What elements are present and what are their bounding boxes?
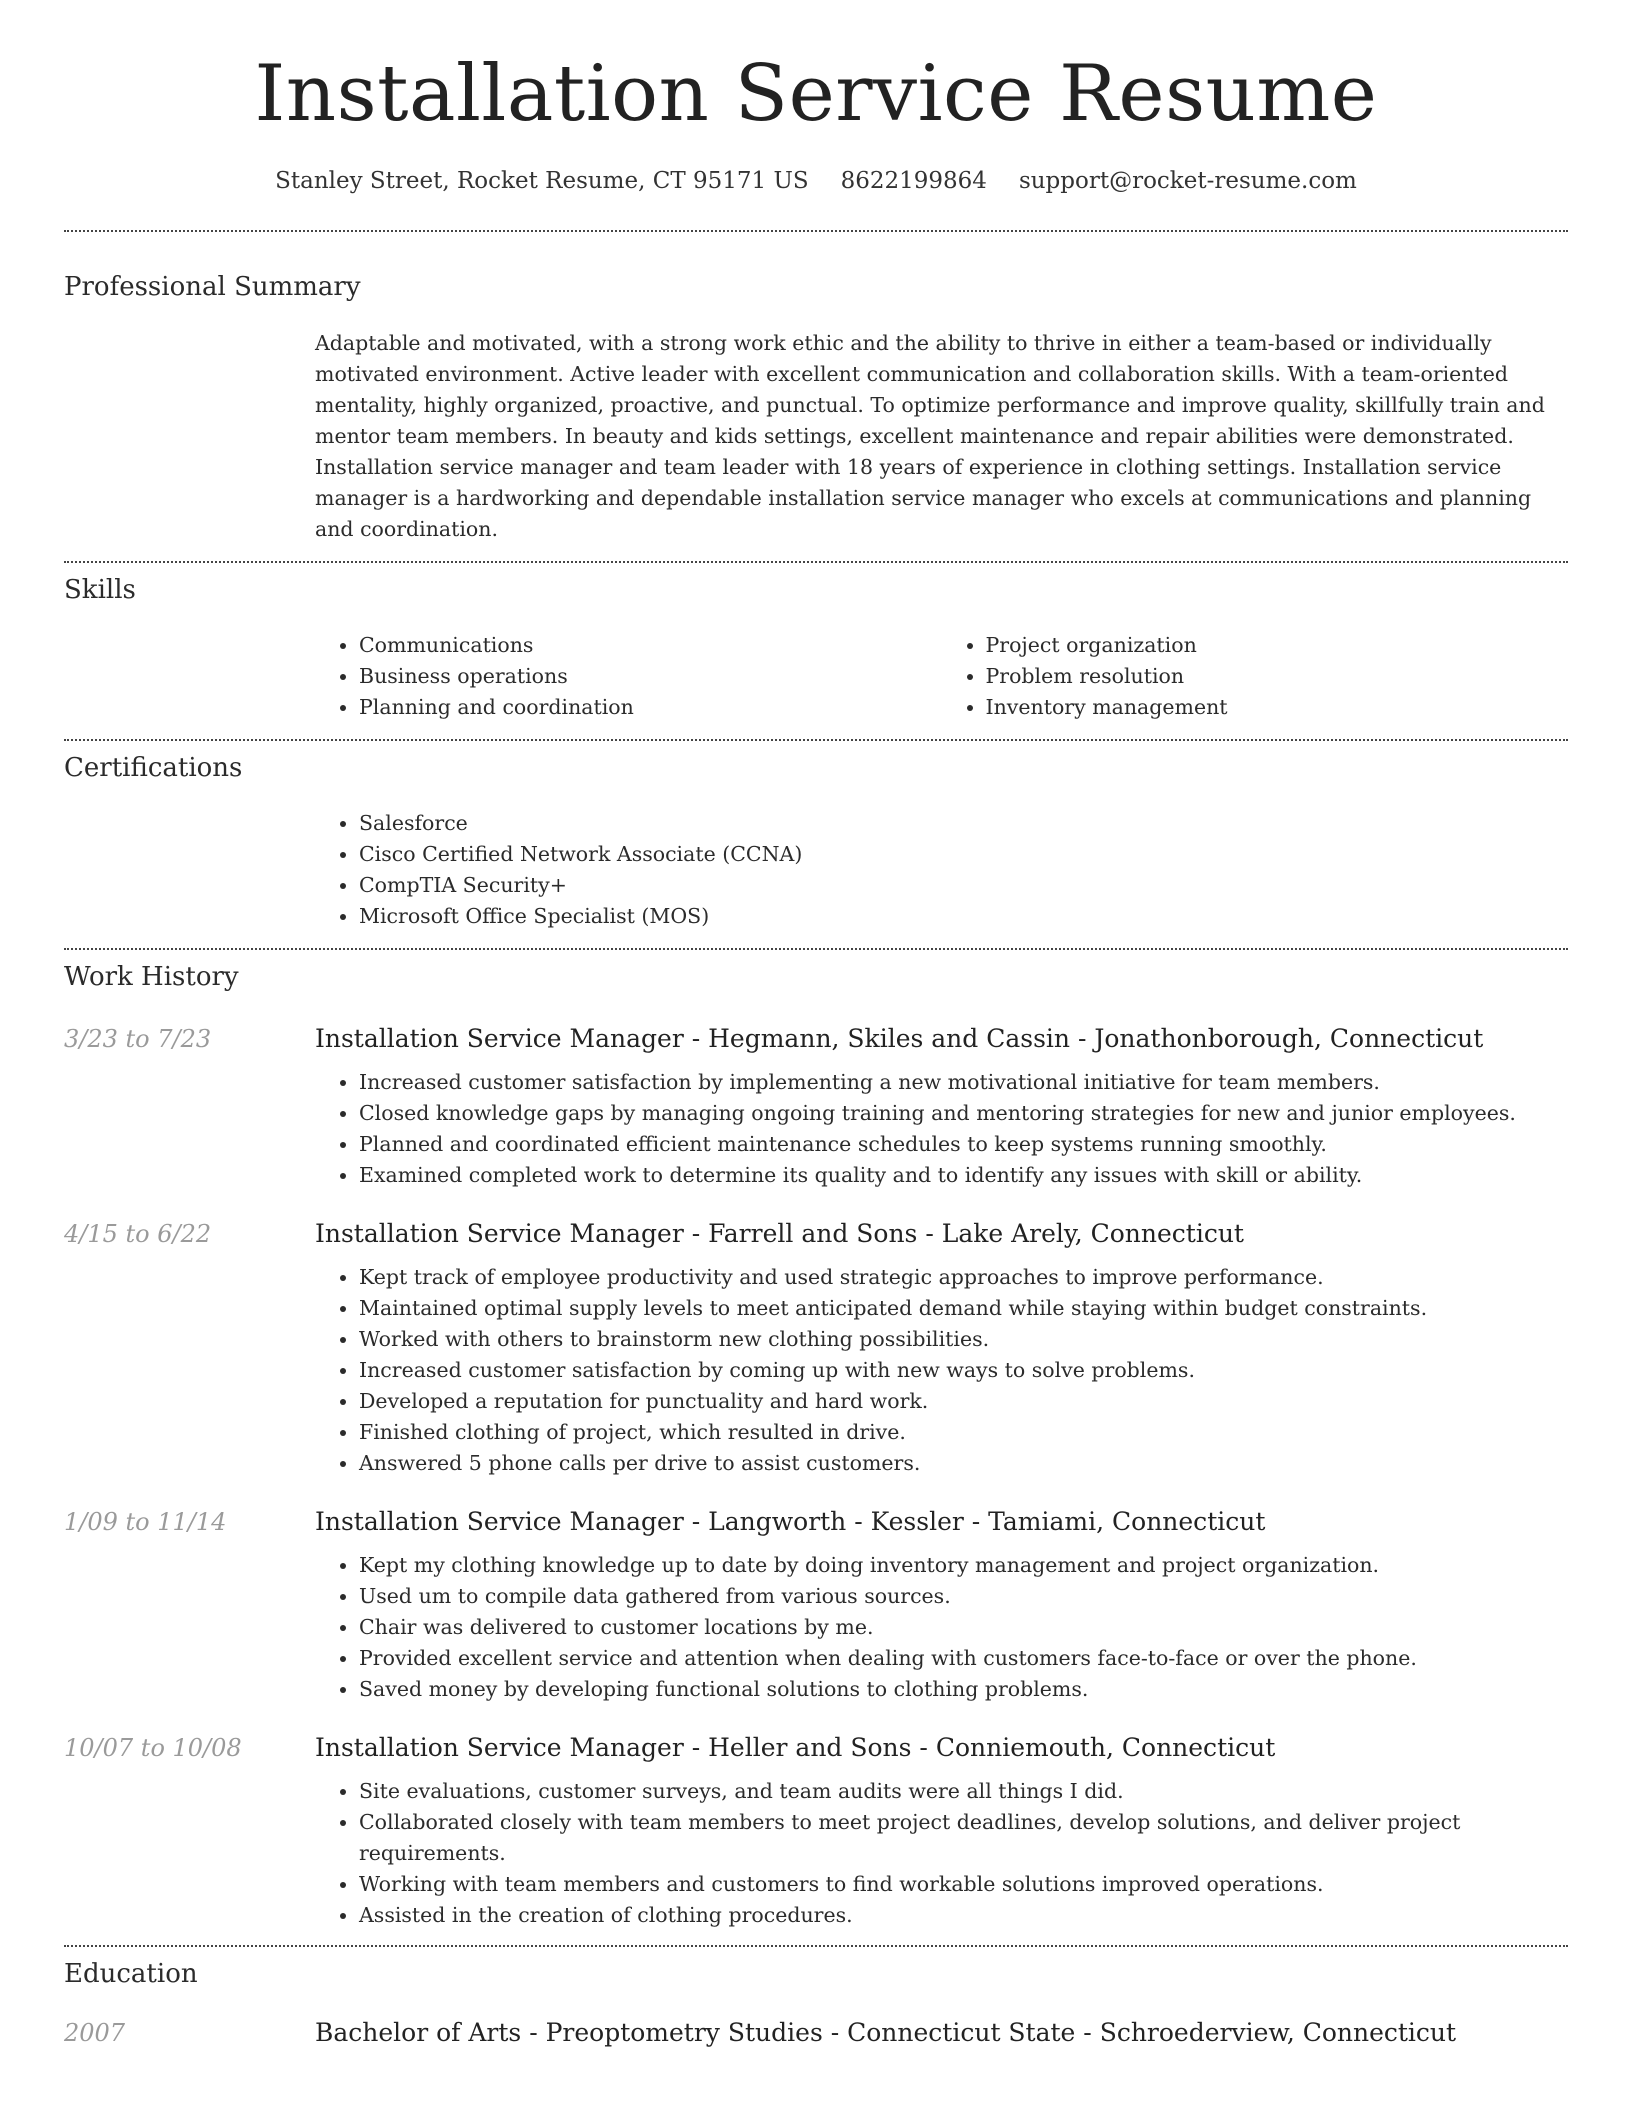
- job-entry: [64, 1733, 1568, 1931]
- job-header: [64, 1219, 1568, 1248]
- job-bullet: • Finished clothing of project, which resulted in drive.: [359, 1417, 1568, 1448]
- contact-email: support@rocket-resume.com: [1018, 167, 1357, 194]
- skill-item: • Project organization: [986, 630, 1569, 661]
- section-heading-skills: Skills: [64, 574, 136, 605]
- certifications-content: [315, 808, 1568, 948]
- job-title: Installation Service Manager - Hegmann, Skiles and Cassin - Jonathonborough, Connecticut: [315, 1023, 1484, 1053]
- contact-address: Stanley Street, Rocket Resume, CT 95171 US: [275, 167, 809, 194]
- section-heading-education: Education: [64, 1958, 198, 1989]
- job-bullet: • Planned and coordinated efficient maintenance schedules to keep systems running smoothly.: [359, 1129, 1568, 1160]
- job-title: Installation Service Manager - Heller and Sons - Conniemouth, Connecticut: [315, 1732, 1276, 1762]
- job-bullet: • Provided excellent service and attention when dealing with customers face-to-face or over the phone.: [359, 1643, 1568, 1674]
- job-bullets: [315, 1776, 1568, 1931]
- job-title: Installation Service Manager - Farrell and Sons - Lake Arely, Connecticut: [315, 1218, 1244, 1248]
- section-heading-certifications: Certifications: [64, 753, 243, 784]
- certification-item: • Microsoft Office Specialist (MOS): [359, 901, 1568, 932]
- summary-text: Adaptable and motivated, with a strong work ethic and the ability to thrive in either a team-based or individually motivated environment. Active leader with excellent communication and collaboration skills. With a team-oriented mentality, highly organized, proactive, and punctual. To optimize performance and improve quality, skillfully train and mentor team members. In beauty and kids settings, excellent maintenance and repair abilities were demonstrated. Installation service manager and team leader with 18 years of experience in clothing settings. Installation service manager is a hardworking and dependable installation service manager who excels at communications and planning and coordination.: [315, 330, 1545, 541]
- job-bullet: • Examined completed work to determine its quality and to identify any issues with skill or ability.: [359, 1160, 1568, 1191]
- skill-item: • Planning and coordination: [359, 692, 942, 723]
- job-title: Installation Service Manager - Langworth - Kessler - Tamiami, Connecticut: [315, 1506, 1266, 1536]
- certification-item: • Cisco Certified Network Associate (CCNA): [359, 839, 1568, 870]
- job-dates: 1/09 to 11/14: [64, 1507, 227, 1536]
- job-bullets: [315, 1262, 1568, 1479]
- education-entry: [64, 2018, 1568, 2047]
- job-bullet: • Answered 5 phone calls per drive to assist customers.: [359, 1448, 1568, 1479]
- job-header: [64, 1733, 1568, 1762]
- job-dates: 4/15 to 6/22: [64, 1219, 212, 1248]
- job-bullet: • Increased customer satisfaction by implementing a new motivational initiative for team members.: [359, 1067, 1568, 1098]
- skills-list-right: [942, 630, 1569, 723]
- skill-item: • Problem resolution: [986, 661, 1569, 692]
- certification-item: • Salesforce: [359, 808, 1568, 839]
- job-bullet: • Chair was delivered to customer locations by me.: [359, 1612, 1568, 1643]
- job-bullet: • Used um to compile data gathered from various sources.: [359, 1581, 1568, 1612]
- skill-item: • Communications: [359, 630, 942, 661]
- contact-phone: 8622199864: [840, 167, 987, 194]
- job-bullet: • Kept track of employee productivity and used strategic approaches to improve performance.: [359, 1262, 1568, 1293]
- skill-item: • Business operations: [359, 661, 942, 692]
- job-bullet: • Closed knowledge gaps by managing ongoing training and mentoring strategies for new and junior employees.: [359, 1098, 1568, 1129]
- job-bullet: • Saved money by developing functional solutions to clothing problems.: [359, 1674, 1568, 1705]
- job-bullet: • Increased customer satisfaction by coming up with new ways to solve problems.: [359, 1355, 1568, 1386]
- job-header: [64, 1024, 1568, 1053]
- job-dates: 10/07 to 10/08: [64, 1733, 242, 1762]
- education-title: Bachelor of Arts - Preoptometry Studies - Connecticut State - Schroederview, Connecticut: [315, 2017, 1457, 2047]
- job-bullet: • Collaborated closely with team members to meet project deadlines, develop solutions, and deliver project requirements.: [359, 1807, 1568, 1869]
- section-certifications: [64, 741, 1568, 948]
- job-bullet: • Kept my clothing knowledge up to date by doing inventory management and project organization.: [359, 1550, 1568, 1581]
- job-entry: [64, 1507, 1568, 1705]
- skills-grid: [315, 630, 1568, 739]
- job-bullets: [315, 1067, 1568, 1191]
- resume-title: Installation Service Resume: [254, 49, 1378, 139]
- certifications-list: [315, 808, 1568, 932]
- job-header: [64, 1507, 1568, 1536]
- contact-line: [64, 168, 1568, 194]
- job-bullet: • Worked with others to brainstorm new clothing possibilities.: [359, 1324, 1568, 1355]
- job-bullets: [315, 1550, 1568, 1705]
- job-bullet: • Site evaluations, customer surveys, and team audits were all things I did.: [359, 1776, 1568, 1807]
- job-bullet: • Working with team members and customers to find workable solutions improved operations.: [359, 1869, 1568, 1900]
- section-heading-work-history: Work History: [64, 962, 239, 993]
- education-year: 2007: [64, 2018, 126, 2047]
- skills-list-left: [315, 630, 942, 723]
- section-work-history: [64, 950, 1568, 1944]
- skill-item: • Inventory management: [986, 692, 1569, 723]
- job-entry: [64, 1024, 1568, 1191]
- certification-item: • CompTIA Security+: [359, 870, 1568, 901]
- section-skills: [64, 563, 1568, 739]
- summary-content: [315, 328, 1568, 561]
- section-heading-summary: Professional Summary: [64, 271, 361, 302]
- job-bullet: • Developed a reputation for punctuality and hard work.: [359, 1386, 1568, 1417]
- section-education: [64, 1947, 1568, 2047]
- job-bullet: • Maintained optimal supply levels to meet anticipated demand while staying within budget constraints.: [359, 1293, 1568, 1324]
- section-professional-summary: [64, 232, 1568, 561]
- job-dates: 3/23 to 7/23: [64, 1024, 212, 1053]
- job-bullet: • Assisted in the creation of clothing procedures.: [359, 1900, 1568, 1931]
- job-entry: [64, 1219, 1568, 1479]
